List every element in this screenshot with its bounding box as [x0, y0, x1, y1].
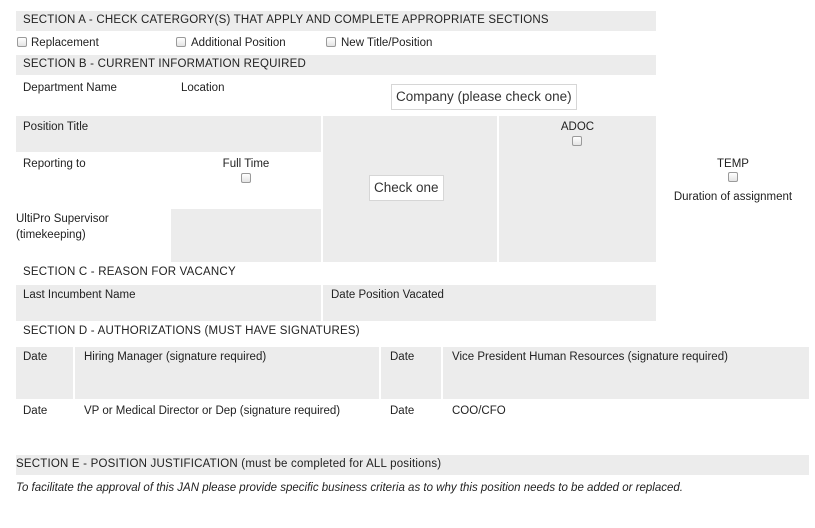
adoc-label: ADOC: [560, 121, 595, 133]
additional-position-checkbox[interactable]: [176, 37, 186, 47]
temp-checkbox[interactable]: [728, 172, 738, 182]
section-b-heading: SECTION B - CURRENT INFORMATION REQUIRED: [23, 58, 306, 70]
section-d-heading: SECTION D - AUTHORIZATIONS (MUST HAVE SIGNATURES): [23, 325, 360, 337]
temp-label: TEMP: [717, 158, 749, 170]
auth-row1-date1-label: Date: [23, 351, 48, 363]
vp-medical-label: VP or Medical Director or Dep (signature required): [84, 405, 341, 417]
coo-cfo-label: COO/CFO: [452, 405, 506, 417]
full-time-checkbox[interactable]: [241, 173, 251, 183]
auth-row2-date2-label: Date: [390, 405, 415, 417]
additional-position-label: Additional Position: [191, 37, 286, 49]
check-one-button[interactable]: Check one: [369, 175, 444, 201]
adoc-checkbox[interactable]: [572, 136, 582, 146]
vp-hr-label: Vice President Human Resources (signature required): [452, 351, 728, 363]
reporting-to-label: Reporting to: [23, 158, 86, 170]
replacement-label: Replacement: [31, 37, 99, 49]
auth-row1-date2-label: Date: [390, 351, 415, 363]
full-time-label: Full Time: [222, 158, 270, 170]
position-title-label: Position Title: [23, 121, 89, 133]
section-e-instruction: To facilitate the approval of this JAN please provide specific business criteria as to why this position needs to be added or replaced.: [16, 482, 683, 494]
location-label: Location: [181, 82, 225, 94]
section-e-heading: SECTION E - POSITION JUSTIFICATION (must be completed for ALL positions): [16, 458, 442, 470]
replacement-checkbox[interactable]: [17, 37, 27, 47]
auth-row2-date1-label: Date: [23, 405, 48, 417]
hiring-manager-label: Hiring Manager (signature required): [84, 351, 267, 363]
section-a-heading: SECTION A - CHECK CATERGORY(S) THAT APPLY AND COMPLETE APPROPRIATE SECTIONS: [23, 14, 549, 26]
ultipro-supervisor-field: [171, 209, 321, 262]
section-c-heading: SECTION C - REASON FOR VACANCY: [23, 266, 236, 278]
new-title-position-label: New Title/Position: [341, 37, 433, 49]
duration-label: Duration of assignment: [673, 191, 793, 203]
last-incumbent-label: Last Incumbent Name: [23, 289, 136, 301]
ultipro-supervisor-label: UltiPro Supervisor (timekeeping): [16, 213, 109, 241]
department-name-label: Department Name: [23, 82, 117, 94]
company-select-button[interactable]: Company (please check one): [391, 84, 577, 110]
new-title-position-checkbox[interactable]: [326, 37, 336, 47]
date-vacated-label: Date Position Vacated: [331, 289, 444, 301]
